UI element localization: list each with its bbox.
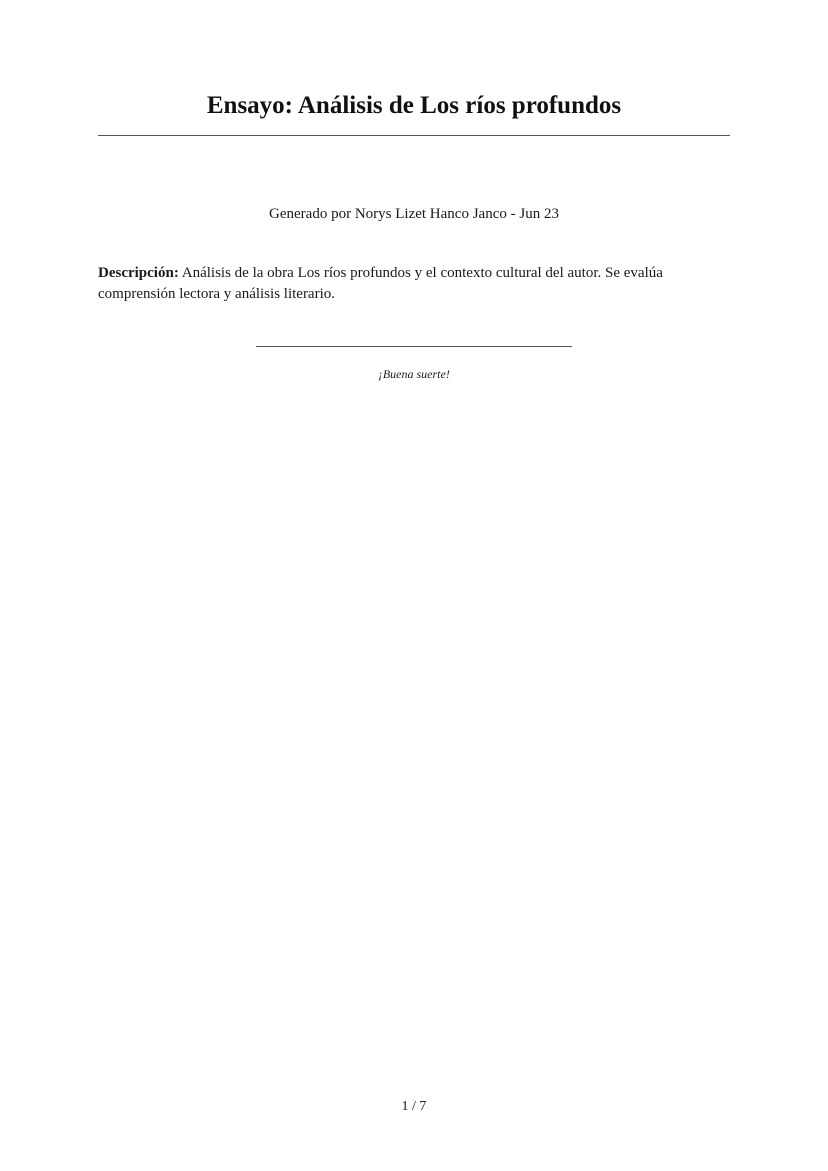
description-label: Descripción: <box>98 265 179 281</box>
title-divider <box>98 135 730 136</box>
description-paragraph <box>98 263 730 305</box>
section-divider <box>256 346 572 347</box>
page-title: Ensayo: Análisis de Los ríos profundos <box>206 92 622 119</box>
author-date-line: Generado por Norys Lizet Hanco Janco - Jun 23 <box>269 206 559 222</box>
good-luck-message: ¡Buena suerte! <box>378 367 450 381</box>
description-text: Análisis de la obra Los ríos profundos y el contexto cultural del autor. Se evalúa comprensión lectora y análisis literario. <box>98 265 663 302</box>
page-number: 1 / 7 <box>401 1099 427 1114</box>
